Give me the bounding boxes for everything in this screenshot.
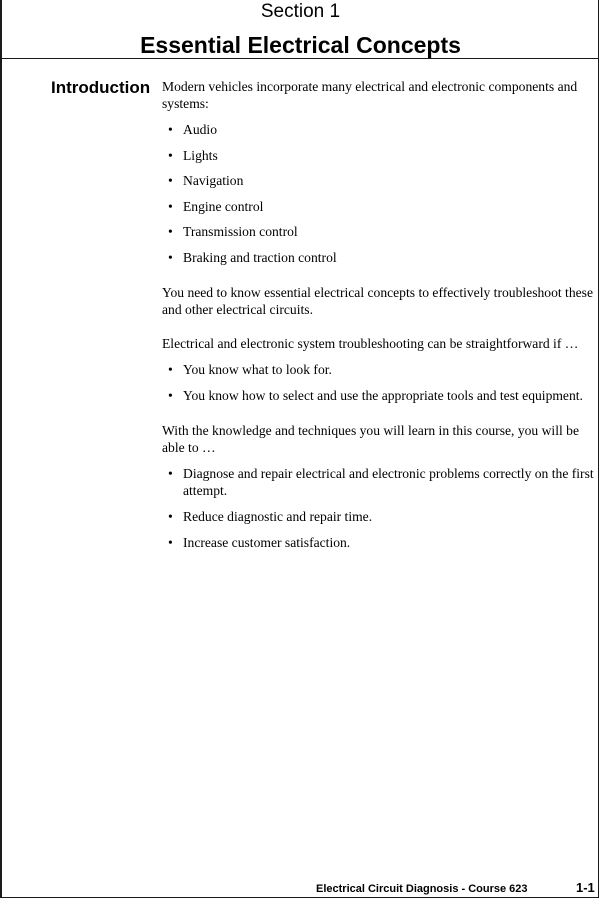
conditions-list bbox=[162, 361, 599, 404]
need-paragraph: You need to know essential electrical concepts to effectively troubleshoot these and other electrical circuits. bbox=[162, 284, 593, 317]
list-item: • Lights bbox=[162, 147, 599, 164]
list-item: • Braking and traction control bbox=[162, 249, 599, 266]
knowledge-paragraph: With the knowledge and techniques you will learn in this course, you will be able to … bbox=[162, 422, 579, 455]
list-item: • You know how to select and use the appropriate tools and test equipment. bbox=[162, 387, 599, 404]
outcomes-list bbox=[162, 465, 599, 551]
side-heading: Introduction bbox=[51, 78, 151, 97]
section-label: Section 1 bbox=[260, 1, 341, 22]
list-item: • Diagnose and repair electrical and electronic problems correctly on the first attempt. bbox=[162, 465, 599, 499]
intro-paragraph: Modern vehicles incorporate many electrical and electronic components and systems: bbox=[162, 79, 578, 111]
list-item: • Transmission control bbox=[162, 223, 599, 240]
body-text bbox=[162, 78, 599, 551]
list-item: • You know what to look for. bbox=[162, 361, 599, 378]
footer-course-title: Electrical Circuit Diagnosis - Course 623 bbox=[316, 883, 528, 895]
troubleshooting-paragraph: Electrical and electronic system troubleshooting can be straightforward if … bbox=[162, 335, 579, 351]
list-item: • Increase customer satisfaction. bbox=[162, 534, 599, 551]
list-item: • Audio bbox=[162, 121, 599, 138]
title-divider bbox=[2, 58, 599, 59]
systems-list bbox=[162, 121, 599, 266]
list-item: • Navigation bbox=[162, 172, 599, 189]
list-item: • Reduce diagnostic and repair time. bbox=[162, 508, 599, 525]
list-item: • Engine control bbox=[162, 198, 599, 215]
section-title: Essential Electrical Concepts bbox=[140, 32, 461, 58]
page-number: 1-1 bbox=[576, 880, 595, 895]
